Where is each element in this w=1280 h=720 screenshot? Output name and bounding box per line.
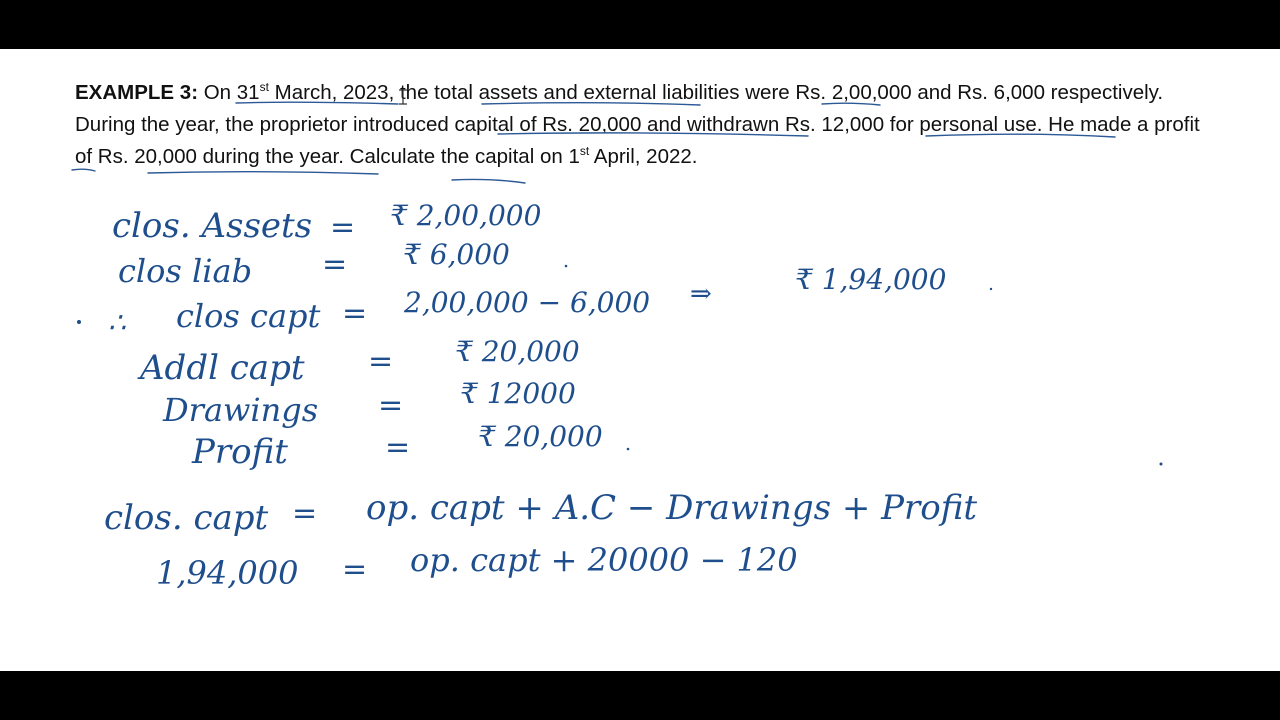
hw-closing-capital-label: clos capt: [176, 297, 321, 335]
underline-strokes: [72, 102, 1115, 183]
hw-drawings-label: Drawings: [163, 391, 319, 429]
hw-dot: [77, 320, 81, 324]
hw-equals-6: =: [385, 430, 411, 465]
question-part-1: On 31: [203, 81, 260, 104]
hw-closing-capital-expr: 2,00,000 − 6,000: [404, 286, 651, 319]
whiteboard-page: [0, 49, 1280, 671]
hw-closing-capital-amount: 1,94,000: [156, 554, 299, 592]
hw-closing-assets-value: ₹ 2,00,000: [390, 199, 542, 232]
hw-closing-capital-result: ₹ 1,94,000: [795, 263, 947, 296]
hw-profit-value: ₹ 20,000: [478, 420, 603, 453]
hw-equals-7: =: [292, 496, 318, 531]
hw-drawings-value: ₹ 12000: [460, 377, 576, 410]
hw-closing-liab-label: clos liab: [118, 252, 253, 290]
ordinal-suffix-2: st: [579, 144, 590, 159]
hw-capital-formula: op. capt + A.C − Drawings + Profit: [366, 488, 978, 528]
hw-therefore-symbol: ∴: [108, 306, 126, 339]
question-part-2: March, 2023, the total assets and external liabilities were Rs. 2,00,000 and Rs. 6,000 respectively. During the year, the proprietor introduced capital of Rs. 20,000 and withdrawn Rs. 12,000 for personal use. He made a profit of Rs. 20,000 during the year. Calculate the capital on 1: [75, 81, 1200, 168]
question-part-3: April, 2022.: [589, 145, 698, 168]
hw-equals-3: =: [342, 296, 368, 331]
top-letterbox-bar: [0, 0, 1280, 49]
hw-profit-label: Profit: [192, 432, 288, 472]
hw-substituted-formula: op. capt + 20000 − 120: [410, 541, 798, 579]
hw-dot: [565, 265, 568, 268]
text-cursor-icon: [399, 90, 407, 104]
hw-equals-5: =: [378, 388, 404, 423]
hw-closing-capital-label-2: clos. capt: [104, 498, 269, 538]
handwriting-layer: [0, 49, 1280, 671]
hw-dot: [1160, 463, 1163, 466]
hw-implies-arrow: ⇒: [690, 279, 712, 309]
bottom-letterbox-bar: [0, 671, 1280, 720]
hw-equals-1: =: [330, 210, 356, 245]
hw-closing-liab-value: ₹ 6,000: [403, 238, 510, 271]
hw-equals-2: =: [322, 247, 348, 282]
hw-additional-capital-value: ₹ 20,000: [455, 335, 580, 368]
hw-additional-capital-label: Addl capt: [140, 348, 305, 388]
hw-dot: [627, 448, 630, 451]
hw-equals-4: =: [368, 344, 394, 379]
ordinal-suffix-1: st: [259, 80, 269, 95]
hw-closing-assets-label: clos. Assets: [112, 206, 313, 246]
hw-equals-8: =: [342, 552, 368, 587]
hw-dot: [990, 288, 992, 290]
example-label: EXAMPLE 3:: [75, 81, 199, 104]
